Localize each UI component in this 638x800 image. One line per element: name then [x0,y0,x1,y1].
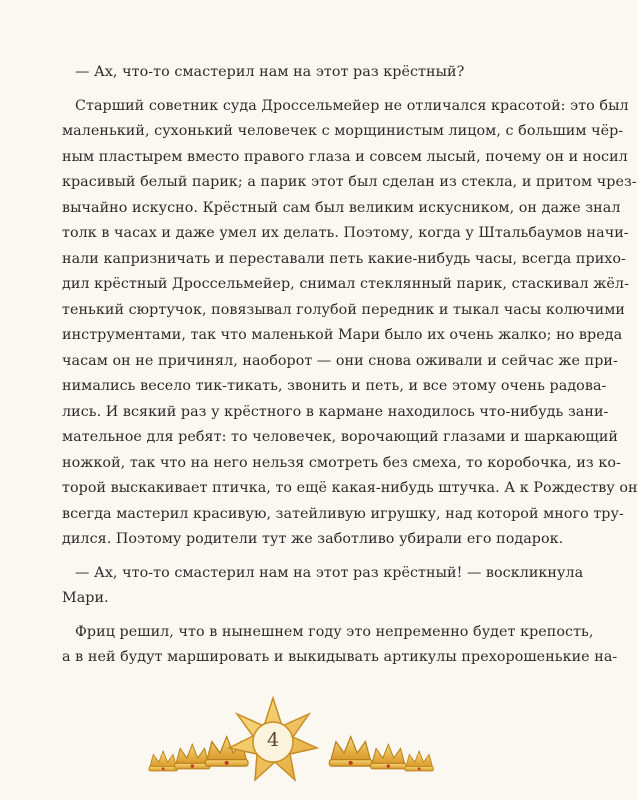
text-line: ным пластырем вместо правого глаза и совсем лысый, почему он и носил [62,148,628,165]
text-line: инструментами, так что маленькой Мари было их очень жалко; но вреда [62,327,623,343]
paragraph-3 [62,561,584,612]
crown-icon [175,744,210,768]
text-line: вычайно искусно. Крёстный сам был великим искусником, он даже знал [62,199,621,216]
text-line: а в ней будут маршировать и выкидывать артикулы прехорошенькие на- [62,649,618,665]
text-line: Мари. [62,590,109,606]
text-line: нали капризничать и переставали петь какие-нибудь часы, всегда прихо- [62,250,626,267]
paragraph-4 [62,620,618,671]
crown-icon [371,744,406,768]
crown-icon [149,751,178,771]
text-line: часам он не причинял, наоборот — они снова оживали и сейчас же при- [62,352,618,369]
text-line: тенький сюртучок, повязывал голубой передник и тыкал часы колючими [62,301,625,318]
text-line: красивый белый парик; а парик этот был сделан из стекла, и притом чрез- [62,174,637,190]
text-line: мательное для ребят: то человечек, ворочающий глазами и шаркающий [62,429,618,445]
text-line: дился. Поэтому родители тут же заботливо убирали его подарок. [62,531,564,547]
text-line: Фриц решил, что в нынешнем году это непременно будет крепость, [75,623,594,640]
crown-icon [329,737,372,767]
paragraph-1 [62,60,516,86]
text-line: нимались весело тик-тикать, звонить и петь, и все этому очень радова- [62,378,607,394]
crown-icon [405,751,434,771]
text-line: маленький, сухонький человечек с морщинистым лицом, с большим чёр- [62,123,624,139]
text-line: — Ах, что-то смастерил нам на этот раз крёстный? [75,64,465,80]
text-line: — Ах, что-то смастерил нам на этот раз крёстный! — воскликнула [75,564,584,581]
text-line: Старший советник суда Дроссельмейер не отличался красотой: это был [75,97,629,114]
page-number: 4 [266,729,280,751]
text-line: ножкой, так что на него нельзя смотреть без смеха, то коробочка, из ко- [62,454,621,471]
text-line: толк в часах и даже умел их делать. Поэтому, когда у Штальбаумов начи- [62,225,629,241]
text-line: лись. И всякий раз у крёстного в кармане находилось что-нибудь зани- [62,403,609,420]
text-line: дил крёстный Дроссельмейер, снимал стеклянный парик, стаскивал жёл- [62,276,629,292]
paragraph-2 [62,94,638,553]
body-text [62,60,638,671]
text-line: торой выскакивает птичка, то ещё какая-нибудь штучка. А к Рождеству он [62,480,638,496]
text-line: всегда мастерил красивую, затейливую игрушку, над которой много тру- [62,505,624,522]
